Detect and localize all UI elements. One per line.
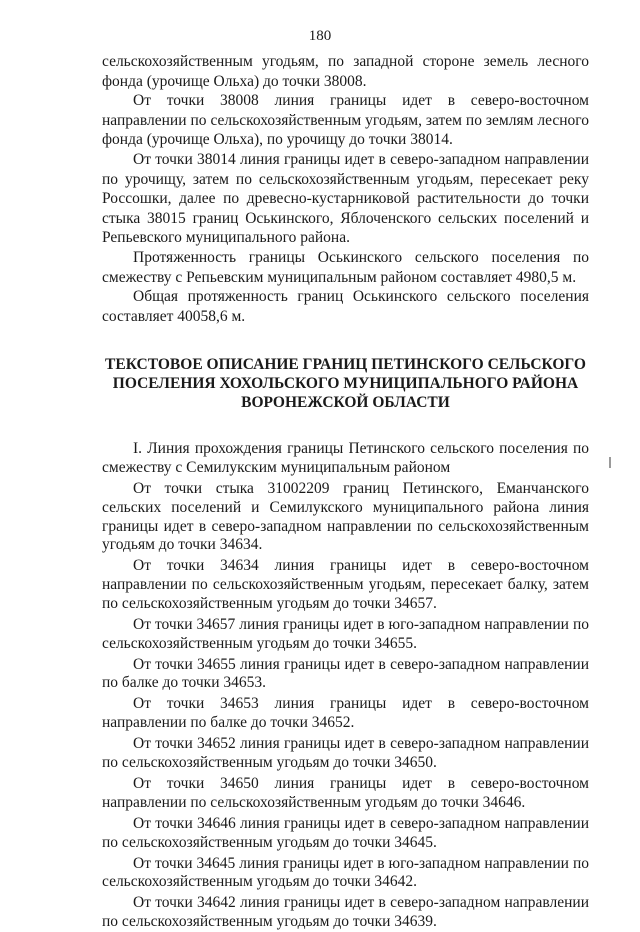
section-heading <box>102 355 589 412</box>
paragraph: От точки 38014 линия границы идет в северо-западном направлении по урочищу, затем по сельскохозяйственным угодьям, пересекает реку Россошки, далее по древесно-кустарниковой растительности до точки стыка 38015 границ Оськинского, Яблоченского сельских поселений и Репьевского муниципального района. <box>102 150 589 247</box>
paragraph: Общая протяженность границ Оськинского сельского поселения составляет 40058,6 м. <box>102 288 589 325</box>
paragraph: I. Линия прохождения границы Петинского сельского поселения по смежеству с Семилукским муниципальным районом <box>102 440 589 477</box>
heading-line: ТЕКСТОВОЕ ОПИСАНИЕ ГРАНИЦ ПЕТИНСКОГО СЕЛЬСКОГО <box>105 356 586 374</box>
paragraph: От точки 34642 линия границы идет в северо-западном направлении по сельскохозяйственным угодьям до точки 34639. <box>102 894 589 931</box>
paragraph: От точки 34646 линия границы идет в северо-западном направлении по сельскохозяйственным угодьям до точки 34645. <box>102 814 589 851</box>
paragraph: От точки 38008 линия границы идет в северо-восточном направлении по сельскохозяйственным угодьям, затем по землям лесного фонда (урочище Ольха), по урочищу до точки 38014. <box>102 92 589 149</box>
paragraph: От точки 34652 линия границы идет в северо-западном направлении по сельскохозяйственным угодьям до точки 34650. <box>102 735 589 771</box>
heading-line: ВОРОНЕЖСКОЙ ОБЛАСТИ <box>241 394 450 412</box>
scan-mark <box>609 457 611 468</box>
paragraph: От точки 34645 линия границы идет в юго-западном направлении по сельскохозяйственным угодьям до точки 34642. <box>102 854 589 891</box>
paragraph: сельскохозяйственным угодьям, по западной стороне земель лесного фонда (урочище Ольха) до точки 38008. <box>102 53 589 90</box>
paragraph: От точки 34653 линия границы идет в северо-восточном направлении по балке до точки 34652. <box>102 695 589 732</box>
paragraph: От точки 34657 линия границы идет в юго-западном направлении по сельскохозяйственным угодьям до точки 34655. <box>102 615 589 652</box>
document-page <box>102 52 589 932</box>
paragraph: От точки 34655 линия границы идет в северо-западном направлении по балке до точки 34653. <box>102 655 589 692</box>
paragraph: Протяженность границы Оськинского сельского поселения по смежеству с Репьевским муниципальным районом составляет 4980,5 м. <box>102 248 589 286</box>
section-body <box>102 440 589 931</box>
page-number: 180 <box>308 28 332 44</box>
paragraph: От точки 34650 линия границы идет в северо-восточном направлении по сельскохозяйственным угодьям до точки 34646. <box>102 775 589 811</box>
paragraph: От точки стыка 31002209 границ Петинского, Еманчанского сельских поселений и Семилукского муниципального района линия границы идет в северо-западном направлении по сельскохозяйственным угодьям до точки 34634. <box>102 480 589 554</box>
paragraph: От точки 34634 линия границы идет в северо-восточном направлении по сельскохозяйственным угодьям, пересекает балку, затем по сельскохозяйственным угодьям до точки 34657. <box>102 557 589 612</box>
heading-line: ПОСЕЛЕНИЯ ХОХОЛЬСКОГО МУНИЦИПАЛЬНОГО РАЙОНА <box>112 375 579 393</box>
